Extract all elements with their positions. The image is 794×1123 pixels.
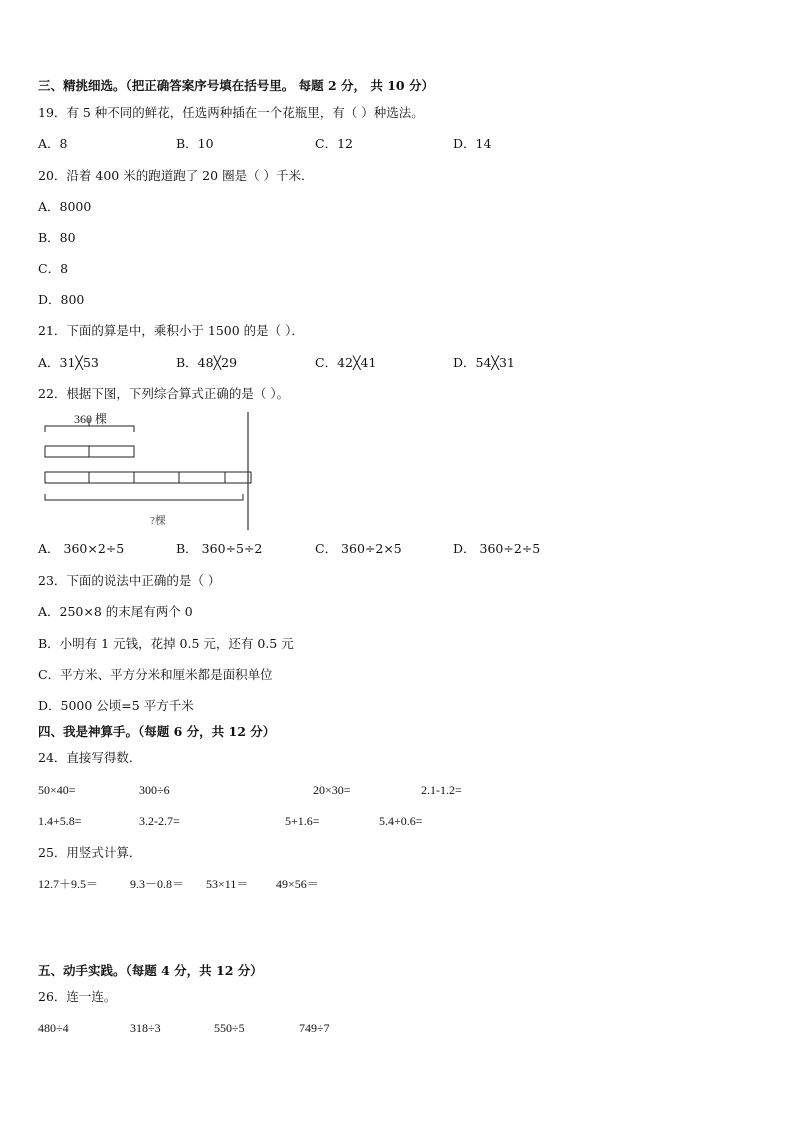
q22-option-c: C． 360÷2×5: [315, 541, 402, 556]
q19-option-c: C．12: [315, 136, 353, 151]
q23-option-d: D．5000 公顷=5 平方千米: [38, 698, 194, 713]
q26-stem: 26．连一连。: [38, 989, 117, 1004]
q21-stem: 21．下面的算是中，乘积小于 1500 的是（ ）．: [38, 323, 304, 338]
q26-item: 480÷4: [38, 1021, 69, 1035]
q24-row1-item: 20×30=: [313, 783, 351, 797]
q22-option-d: D． 360÷2÷5: [453, 541, 541, 556]
q22-option-a: A． 360×2÷5: [38, 541, 125, 556]
q20-option-a: A．8000: [38, 199, 92, 214]
q19-option-d: D．14: [453, 136, 492, 151]
q21-option-a: A．31╳53: [38, 355, 99, 370]
q26-item: 318÷3: [130, 1021, 161, 1035]
q20-stem: 20．沿着 400 米的跑道跑了 20 圈是（ ）千米．: [38, 168, 314, 183]
section-4-title: 四、我是神算手。（每题 6 分，共 12 分）: [38, 724, 276, 739]
top-brace-label: 360 棵: [74, 412, 108, 426]
q19-option-a: A．8: [38, 136, 68, 151]
q22-stem: 22．根据下图，下列综合算式正确的是（ ）。: [38, 386, 290, 401]
q21-option-b: B．48╳29: [176, 355, 238, 370]
q23-option-b: B．小明有 1 元钱，花掉 0.5 元，还有 0.5 元: [38, 636, 294, 651]
q24-row2-item: 5.4+0.6=: [379, 814, 423, 828]
section-3-title: 三、精挑细选。（把正确答案序号填在括号里。 每题 2 分， 共 10 分）: [38, 78, 434, 93]
bottom-bar: [45, 472, 251, 483]
q25-item: 49×56＝: [276, 877, 319, 891]
q19-stem: 19．有 5 种不同的鲜花，任选两种插在一个花瓶里，有（ ）种选法。: [38, 105, 424, 120]
q24-row2-item: 1.4+5.8=: [38, 814, 82, 828]
q22-line-diagram: [38, 408, 253, 533]
q24-row1-item: 2.1-1.2=: [421, 783, 462, 797]
bottom-brace-label: ?棵: [150, 515, 166, 527]
q20-option-c: C．8: [38, 261, 69, 276]
q21-option-c: C．42╳41: [315, 355, 377, 370]
q23-option-a: A．250×8 的末尾有两个 0: [38, 604, 193, 619]
q24-row2-item: 3.2-2.7=: [139, 814, 180, 828]
bottom-brace: [45, 494, 243, 500]
q20-option-d: D．800: [38, 292, 85, 307]
q24-row2-item: 5+1.6=: [285, 814, 320, 828]
section-5-title: 五、动手实践。（每题 4 分，共 12 分）: [38, 963, 263, 978]
q19-option-b: B．10: [176, 136, 214, 151]
q25-item: 53×11＝: [206, 877, 249, 891]
q24-row1-item: 300÷6: [139, 783, 170, 797]
q25-item: 9.3－0.8＝: [130, 877, 185, 891]
q25-item: 12.7＋9.5＝: [38, 877, 99, 891]
q25-stem: 25．用竖式计算．: [38, 845, 142, 860]
q24-row1-item: 50×40=: [38, 783, 76, 797]
q22-option-b: B． 360÷5÷2: [176, 541, 263, 556]
q23-option-c: C．平方米、平方分米和厘米都是面积单位: [38, 667, 273, 682]
q26-item: 749÷7: [299, 1021, 330, 1035]
q26-item: 550÷5: [214, 1021, 245, 1035]
q23-stem: 23．下面的说法中正确的是（ ）: [38, 573, 221, 588]
q21-option-d: D．54╳31: [453, 355, 515, 370]
q20-option-b: B．80: [38, 230, 76, 245]
q24-stem: 24．直接写得数．: [38, 750, 142, 765]
